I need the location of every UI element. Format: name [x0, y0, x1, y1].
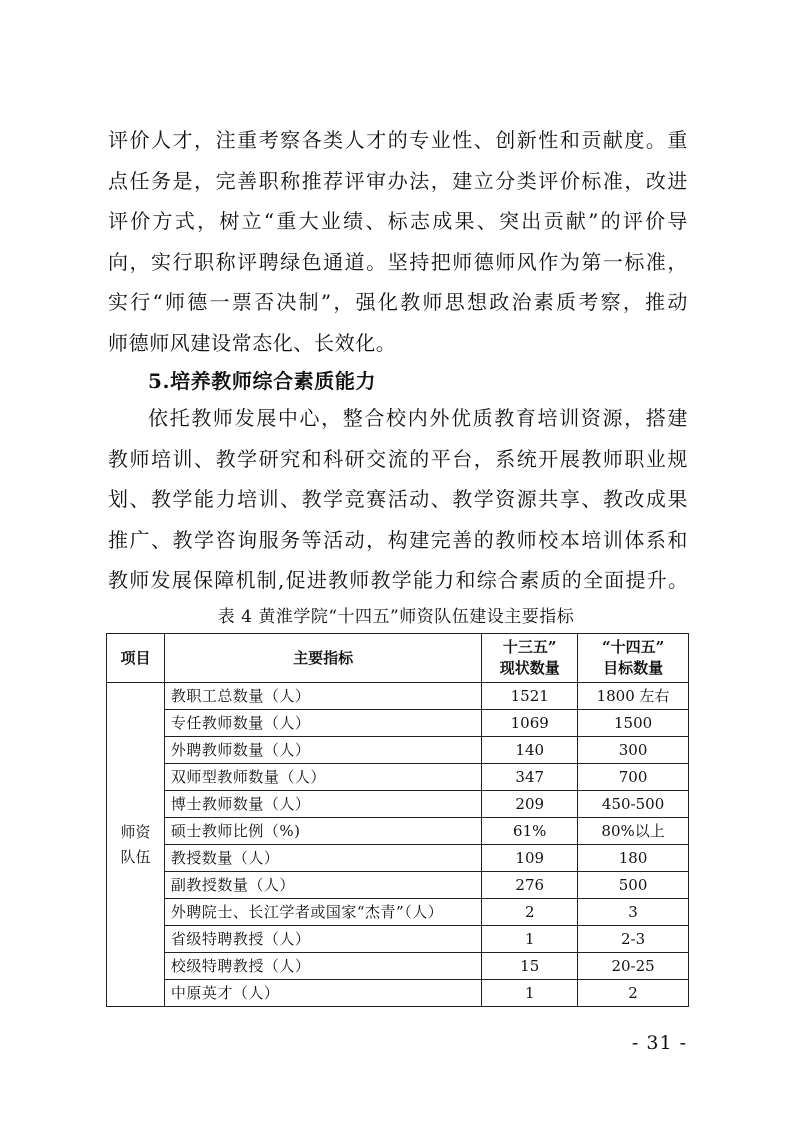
table-row — [107, 926, 689, 953]
current-value-cell: 2 — [482, 899, 578, 926]
table-row — [107, 791, 689, 818]
current-value-cell: 1 — [482, 926, 578, 953]
paragraph-teacher-development — [108, 398, 688, 601]
table-row — [107, 872, 689, 899]
paragraph-line: 教师培训、教学研究和科研交流的平台，系统开展教师职业规 — [108, 446, 688, 471]
paragraph-line: 师德师风建设常态化、长效化。 — [108, 330, 397, 355]
table-row — [107, 980, 689, 1007]
indicator-cell: 外聘院士、长江学者或国家“杰青”（人） — [164, 899, 481, 926]
header-target-line2: 目标数量 — [603, 659, 664, 677]
header-current-line1: 十三五” — [502, 638, 557, 656]
current-value-cell: 347 — [482, 764, 578, 791]
indicator-cell: 副教授数量（人） — [164, 872, 481, 899]
current-value-cell: 1521 — [482, 683, 578, 710]
target-value-cell: 20-25 — [578, 953, 689, 980]
indicator-cell: 博士教师数量（人） — [164, 791, 481, 818]
paragraph-line: 推广、教学咨询服务等活动，构建完善的教师校本培训体系和 — [108, 527, 688, 552]
indicator-cell: 专任教师数量（人） — [164, 710, 481, 737]
target-value-cell: 180 — [578, 845, 689, 872]
header-indicator: 主要指标 — [164, 634, 481, 683]
header-category: 项目 — [107, 634, 165, 683]
table-row — [107, 818, 689, 845]
category-line2: 队伍 — [120, 847, 151, 866]
table-row — [107, 953, 689, 980]
header-current — [482, 634, 578, 683]
target-value-cell: 300 — [578, 737, 689, 764]
header-target — [578, 634, 689, 683]
indicator-cell: 双师型教师数量（人） — [164, 764, 481, 791]
indicator-cell: 中原英才（人） — [164, 980, 481, 1007]
target-value-cell: 1800 左右 — [578, 683, 689, 710]
indicator-cell: 外聘教师数量（人） — [164, 737, 481, 764]
target-value-cell: 2 — [578, 980, 689, 1007]
category-line1: 师资 — [120, 822, 151, 841]
table-header-row — [107, 634, 689, 683]
table-row — [107, 764, 689, 791]
table-row — [107, 737, 689, 764]
table-row — [107, 845, 689, 872]
indicator-cell: 省级特聘教授（人） — [164, 926, 481, 953]
indicator-cell: 教职工总数量（人） — [164, 683, 481, 710]
paragraph-line: 点任务是，完善职称推荐评审办法，建立分类评价标准，改进 — [108, 168, 688, 193]
section-heading: 5.培养教师综合素质能力 — [148, 369, 377, 393]
header-target-line1: “十四五” — [601, 638, 665, 656]
table-row — [107, 899, 689, 926]
target-value-cell: 450-500 — [578, 791, 689, 818]
current-value-cell: 1069 — [482, 710, 578, 737]
target-value-cell: 2-3 — [578, 926, 689, 953]
table-row — [107, 710, 689, 737]
current-value-cell: 61% — [482, 818, 578, 845]
indicator-cell: 教授数量（人） — [164, 845, 481, 872]
target-value-cell: 1500 — [578, 710, 689, 737]
paragraph-talent-evaluation — [108, 120, 688, 363]
paragraph-line: 实行“师德一票否决制”，强化教师思想政治素质考察，推动 — [108, 290, 688, 314]
target-value-cell: 80%以上 — [578, 818, 689, 845]
target-value-cell: 3 — [578, 899, 689, 926]
paragraph-line: 评价人才，注重考察各类人才的专业性、创新性和贡献度。重 — [108, 128, 688, 152]
current-value-cell: 140 — [482, 737, 578, 764]
header-current-line2: 现状数量 — [499, 659, 560, 677]
paragraph-line: 向，实行职称评聘绿色通道。坚持把师德师风作为第一标准， — [108, 249, 688, 274]
target-value-cell: 500 — [578, 872, 689, 899]
paragraph-line: 依托教师发展中心，整合校内外优质教育培训资源，搭建 — [148, 406, 688, 430]
category-cell — [107, 683, 165, 1007]
paragraph-line: 评价方式，树立“重大业绩、标志成果、突出贡献”的评价导 — [108, 209, 688, 233]
current-value-cell: 1 — [482, 980, 578, 1007]
table-caption: 表 4 黄淮学院“十四五”师资队伍建设主要指标 — [217, 607, 575, 627]
target-value-cell: 700 — [578, 764, 689, 791]
current-value-cell: 209 — [482, 791, 578, 818]
current-value-cell: 109 — [482, 845, 578, 872]
current-value-cell: 15 — [482, 953, 578, 980]
faculty-indicators-table — [106, 633, 689, 1007]
table-row — [107, 683, 689, 710]
page-number: - 31 - — [631, 1032, 687, 1054]
paragraph-line: 教师发展保障机制,促进教师教学能力和综合素质的全面提升。 — [108, 568, 688, 592]
indicator-cell: 校级特聘教授（人） — [164, 953, 481, 980]
paragraph-line: 划、教学能力培训、教学竞赛活动、教学资源共享、教改成果 — [108, 487, 688, 511]
current-value-cell: 276 — [482, 872, 578, 899]
indicator-cell: 硕士教师比例（%) — [164, 818, 481, 845]
